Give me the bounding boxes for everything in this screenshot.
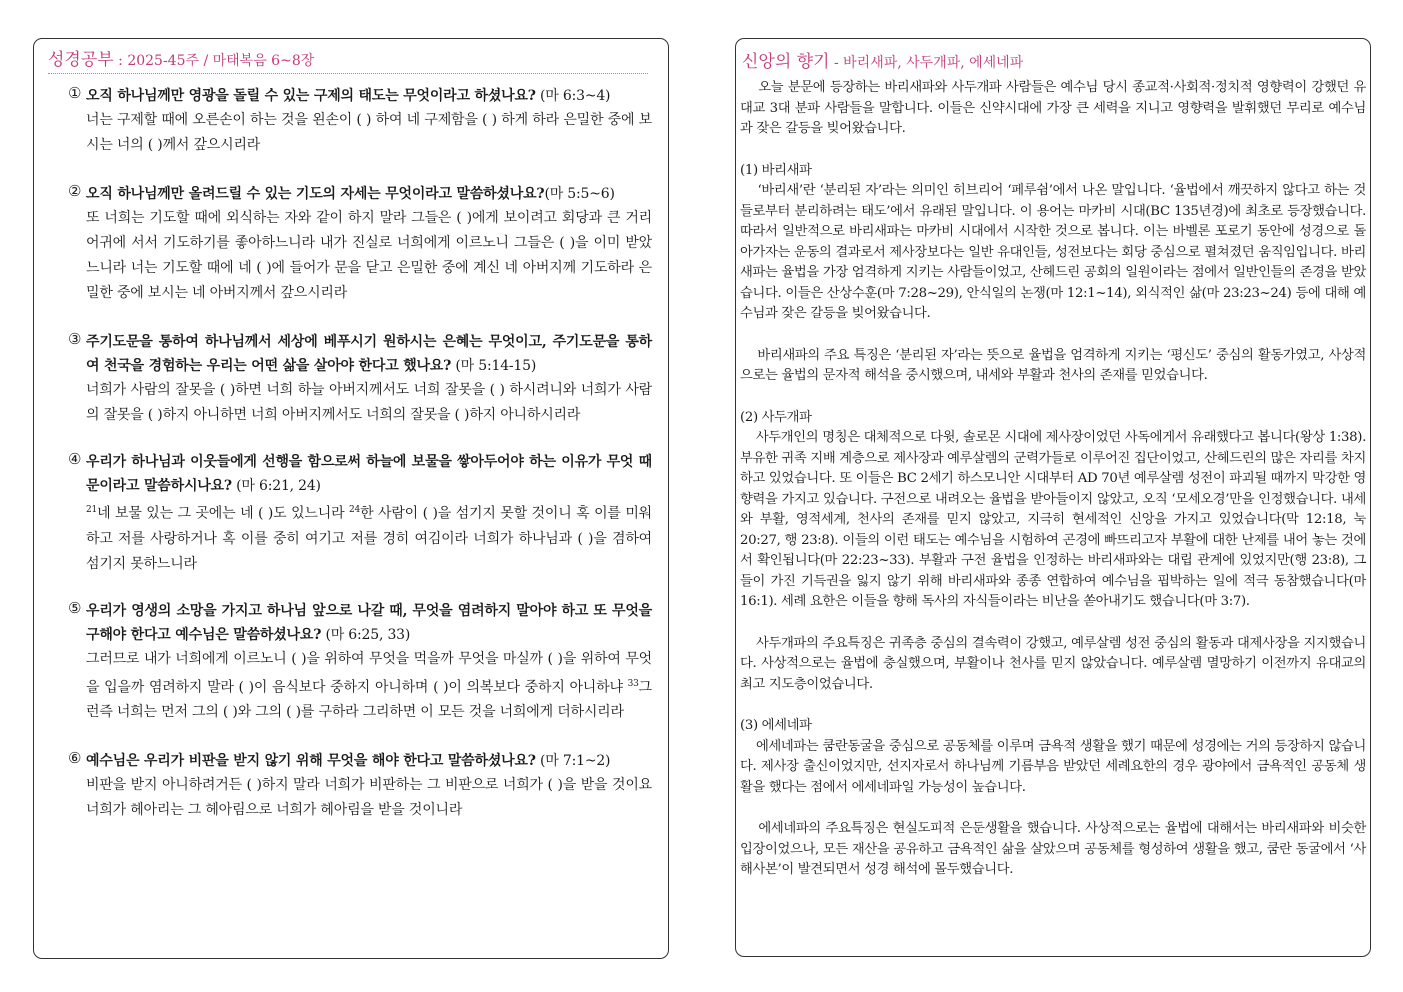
essenes-summary: 에세네파의 주요특징은 현실도피적 은둔생활을 했습니다. 사상적으로는 율법에 대해서는 바리새파와 비슷한 입장이었으나, 모든 재산을 공유하고 금욕적인 삶을 살았으며 공동체를 형성하여 생활을 했고, 쿰란 동굴에서 ‘사해사본’이 발견되면서 성경 해석에 몰두했습니다. (740, 821, 1370, 877)
question-prompt: 우리가 하나님과 이웃들에게 선행을 함으로써 하늘에 보물을 쌓아두어야 하는 이유가 무엇 때문이라고 말씀하시나요? (86, 454, 652, 494)
pharisees-summary: 바리새파의 주요 특징은 ‘분리된 자’라는 뜻으로 율법을 엄격하게 지키는 ‘평신도’ 중심의 활동가였고, 사상적으로는 율법의 문자적 해석을 중시했으며, 내세와 부활과 천사의 존재를 믿었습니다. (740, 347, 1366, 383)
verse-reference: (마 5:5~6) (544, 186, 615, 202)
question-text (86, 450, 652, 498)
question-prompt: 우리가 영생의 소망을 가지고 하나님 앞으로 나갈 때, 무엇을 염려하지 말아야 하고 또 무엇을 구해야 한다고 예수님은 말씀하셨나요? (86, 602, 652, 643)
question-number: ⑤ (68, 598, 82, 617)
verse-reference: (마 6:3~4) (535, 88, 611, 104)
essenes-paragraph: 에세네파는 쿰란동굴을 중심으로 공동체를 이루며 금욕적 생활을 했기 때문에 성경에는 거의 등장하지 않습니다. 제사장 출신이었지만, 선지자로서 하나님께 기름부음 받았던 세례요한의 경우 광야에서 금욕적인 공동체 생활을 했다는 점에서 에세네파일 가능성이 높습니다. (740, 738, 1366, 795)
question-text (86, 84, 652, 108)
faith-article-subtitle: - 바리새파, 사두개파, 에세네파 (829, 55, 1024, 71)
answer-passage: 너희가 사람의 잘못을 ( )하면 너희 하늘 아버지께서도 너희 잘못을 ( ) 하시려니와 너희가 사람의 잘못을 ( )하지 아니하면 너희 아버지께서도 너희의 잘못을 ( )하지 아니하시리라 (86, 382, 652, 423)
question-2 (34, 182, 652, 306)
faith-article-title: 신앙의 향기 (742, 52, 830, 72)
question-6 (34, 749, 652, 823)
question-prompt: 예수님은 우리가 비판을 받지 않기 위해 무엇을 해야 한다고 말씀하셨나요? (86, 753, 536, 770)
question-number: ③ (68, 330, 82, 348)
question-number: ④ (68, 450, 82, 468)
verse-number: 21 (86, 505, 98, 515)
answer-text: 그러므로 내가 너희에게 이르노니 ( )을 위하여 무엇을 먹을까 무엇을 마실까 ( )을 위하여 무엇을 입을까 염려하지 말라 ( )이 음식보다 중하지 아니하며 ( )이 의복보다 중하지 아니하냐 (86, 650, 652, 696)
answer-text: 네 보물 있는 그 곳에는 네 ( )도 있느니라 (97, 505, 350, 522)
section-title-essenes: (3) 에세네파 (740, 718, 812, 733)
verse-reference: (마 6:21, 24) (231, 478, 321, 494)
question-prompt: 오직 하나님께만 영광을 돌릴 수 있는 구제의 태도는 무엇이라고 하셨나요? (86, 88, 536, 104)
sadducees-paragraph: 사두개인의 명칭은 대체적으로 다윗, 솔로몬 시대에 제사장이었던 사독에게서 유래했다고 봅니다(왕상 1:38). 부유한 귀족 지배 계층으로 제사장과 예루살렘의 군력가들로 이루어진 집단이었고, 산헤드린의 많은 자리를 차지하고 있었습니다. 또 이들은 BC 2세기 하스모니안 시대부터 AD 70년 예루살렘 성전이 파괴될 때까지 막강한 영향력을 가지고 있습니다. 구전으로 내려오는 율법을 받아들이지 않았고, 오직 ‘모세오경’만을 인정했습니다. 내세와 부활, 영적세계, 천사의 존재를 믿지 않았고, 지극히 현세적인 신앙을 가지고 있었습니다(막 12:18, 눅 20:27, 행 23:8). 이들의 이런 태도는 예수님을 시험하여 곤경에 빠뜨리고자 부활에 대한 난제를 내어 놓는 것에서 확인됩니다(마 22:23~33). 부활과 구전 율법을 인정하는 바리새파와는 대립 관계에 있었지만(행 23:8), 그들이 가진 기득권을 잃지 않기 위해 바리새파와 종종 연합하여 예수님을 핍박하는 일에 적극 동참했습니다(마 16:1). 세례 요한은 이들을 향해 독사의 자식들이라는 비난을 쏟아내기도 했습니다(마 3:7). (740, 430, 1370, 609)
question-prompt: 주기도문을 통하여 하나님께서 세상에 베푸시기 원하시는 은혜는 무엇이고, 주기도문을 통하여 천국을 경험하는 우리는 어떤 삶을 살아야 한다고 했나요? (86, 334, 652, 374)
bible-study-header (48, 45, 648, 74)
answer-passage: 또 너희는 기도할 때에 외식하는 자와 같이 하지 말라 그들은 ( )에게 보이려고 회당과 큰 거리 어귀에 서서 기도하기를 좋아하느니라 내가 진실로 너희에게 이르노니 그들은 ( )을 이미 받았느니라 너는 기도할 때에 네 ( )에 들어가 문을 닫고 은밀한 중에 계신 네 아버지께 기도하라 은밀한 중에 보시는 네 아버지께서 갚으시리라 (86, 210, 652, 301)
question-number: ① (68, 84, 82, 102)
verse-number: 24 (349, 505, 361, 515)
faith-article-header (742, 47, 1366, 72)
question-number: ② (68, 182, 82, 200)
question-text (86, 749, 652, 773)
verse-reference: (마 7:1~2) (535, 753, 611, 770)
question-prompt: 오직 하나님께만 올려드릴 수 있는 기도의 자세는 무엇이라고 말씀하셨나요? (86, 186, 545, 202)
answer-passage (86, 647, 652, 726)
question-4 (34, 450, 652, 577)
answer-text: 그런즉 너희는 먼저 그의 ( )와 그의 ( )를 구하라 그리하면 이 모든 것을 너희에게 더하시리라 (86, 679, 652, 721)
verse-reference: (마 5:14-15) (451, 358, 537, 374)
bible-study-title: 성경공부 (48, 50, 114, 70)
sadducees-summary: 사두개파의 주요특징은 귀족층 중심의 결속력이 강했고, 예루살렘 성전 중심의 활동과 대제사장을 지지했습니다. 사상적으로는 율법에 충실했으며, 부활이나 천사를 믿지 않았습니다. 예루살렘 멸망하기 이전까지 유대교의 최고 지도층이었습니다. (740, 635, 1370, 692)
section-title-pharisees: (1) 바리새파 (740, 162, 812, 178)
bible-study-panel (33, 38, 669, 959)
answer-text: 한 사람이 ( )을 섬기지 못할 것이니 혹 이를 미워하고 저를 사랑하거나 혹 이를 중히 여기고 저를 경히 여김이라 너희가 하나님과 ( )을 겸하여 섬기지 못하느니라 (86, 505, 652, 572)
pharisees-paragraph: ‘바리새’란 ‘분리된 자’라는 의미인 히브리어 ‘페루쉼’에서 나온 말입니다. ‘율법에서 깨끗하지 않다고 하는 것들로부터 분리하려는 태도’에서 유래된 말입니다. 이 용어는 마카비 시대(BC 135년경)에 최초로 등장했습니다. 따라서 일반적으로 바리새파는 마카비 시대에서 시작한 것으로 봅니다. 이는 바벨론 포로기 동안에 성경으로 돌아가자는 운동의 결과로서 제사장보다는 일반 유대인들, 성전보다는 회당 중심으로 펼쳐졌던 움직임입니다. 바리새파는 율법을 가장 엄격하게 지키는 사람들이었고, 산헤드린 공회의 일원이라는 점에서 일반인들의 존경을 받았습니다. 이들은 산상수훈(마 7:28~29), 안식일의 논쟁(마 12:1~14), 외식적인 삶(마 23:23~24) 등에 대해 예수님과 잦은 갈등을 빚어왔습니다. (740, 183, 1370, 321)
answer-passage: 너는 구제할 때에 오른손이 하는 것을 왼손이 ( ) 하여 네 구제함을 ( ) 하게 하라 은밀한 중에 보시는 너의 ( )께서 갚으시리라 (86, 112, 652, 153)
answer-passage (86, 498, 652, 577)
bible-study-subtitle: : 2025-45주 / 마태복음 6~8장 (113, 53, 315, 69)
answer-passage: 비판을 받지 아니하려거든 ( )하지 말라 너희가 비판하는 그 비판으로 너희가 ( )을 받을 것이요 너희가 헤아리는 그 헤아림으로 너희가 헤아림을 받을 것이니라 (86, 777, 652, 819)
question-5 (34, 599, 652, 726)
question-text (86, 599, 652, 647)
verse-reference: (마 6:25, 33) (321, 626, 411, 643)
question-text (86, 182, 652, 206)
question-1 (34, 84, 652, 158)
question-number: ⑥ (68, 749, 82, 768)
faith-article-panel (735, 38, 1371, 957)
intro-paragraph: 오늘 분문에 등장하는 바리새파와 사두개파 사람들은 예수님 당시 종교적·사회적·정치적 영향력이 강했던 유대교 3대 분파 사람들을 말합니다. 이들은 신약시대에 가장 큰 세력을 지니고 영향력을 발휘했던 무리로 예수님과 잦은 갈등을 빚어왔습니다. (740, 80, 1366, 136)
verse-number: 33 (627, 678, 639, 689)
question-3 (34, 330, 652, 428)
section-title-sadducees: (2) 사두개파 (740, 409, 812, 425)
question-text (86, 330, 652, 378)
